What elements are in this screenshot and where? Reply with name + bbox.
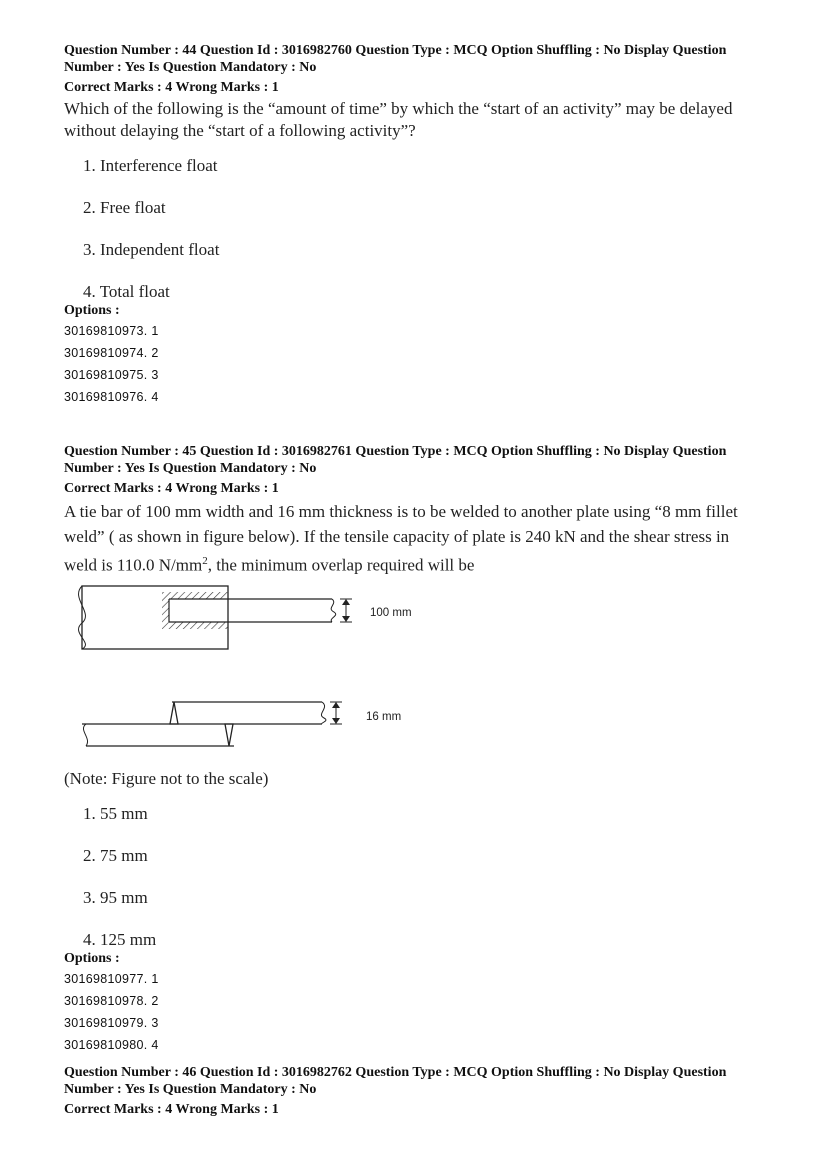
dim-arrow	[332, 702, 340, 708]
choice-item: 3. Independent float	[83, 240, 220, 259]
question-44	[64, 42, 764, 408]
weld-end	[162, 599, 169, 622]
option-id: 30169810976. 4	[64, 390, 159, 404]
question-46	[64, 1064, 764, 1118]
choice-list	[64, 156, 764, 302]
plate-break	[83, 724, 87, 746]
choice-item: 4. Total float	[83, 282, 170, 301]
dim-arrow	[342, 616, 350, 622]
question-text	[64, 499, 764, 578]
tie-bar-break	[331, 599, 336, 622]
option-id: 30169810980. 4	[64, 1037, 159, 1052]
weld-symbol-bottom	[225, 724, 233, 746]
question-45	[64, 443, 764, 1056]
option-id: 30169810974. 2	[64, 346, 159, 360]
weld-diagram	[64, 578, 764, 768]
option-id: 30169810973. 1	[64, 324, 159, 338]
choice-item: 1. Interference float	[83, 156, 218, 175]
question-text-main: A tie bar of 100 mm width and 16 mm thickness is to be welded to another plate using “8 mm fillet weld” ( as shown in figure below). If the tensile capacity of plate is 240 kN and the shear stress in weld is 110.0 N/mm	[64, 502, 738, 575]
question-marks: Correct Marks : 4 Wrong Marks : 1	[64, 1102, 279, 1117]
question-text-end: , the minimum overlap required will be	[207, 555, 475, 575]
label-thickness: 16 mm	[366, 710, 402, 723]
question-marks: Correct Marks : 4 Wrong Marks : 1	[64, 481, 279, 496]
option-id: 30169810979. 3	[64, 1015, 159, 1030]
label-width: 100 mm	[370, 606, 412, 619]
weld-top	[162, 592, 228, 599]
choice-item: 2. 75 mm	[83, 845, 148, 865]
option-id: 30169810977. 1	[64, 971, 159, 986]
tie-bar	[169, 599, 332, 622]
question-header: Question Number : 46 Question Id : 3016982762 Question Type : MCQ Option Shuffling : No Display Question Number : Yes Is Question Mandatory : No	[64, 1065, 727, 1097]
option-id: 30169810975. 3	[64, 368, 159, 382]
dim-arrow	[342, 599, 350, 605]
choice-item: 2. Free float	[83, 198, 166, 217]
weld-bottom	[162, 622, 228, 629]
question-text: Which of the following is the “amount of time” by which the “start of an activity” may be delayed without delaying the “start of a following activity”?	[64, 99, 733, 140]
dim-arrow	[332, 718, 340, 724]
choice-list	[64, 804, 764, 950]
superscript: 2	[202, 555, 208, 567]
choice-item: 4. 125 mm	[83, 929, 157, 949]
weld-figure	[64, 578, 764, 768]
bar-break	[321, 702, 326, 724]
question-header: Question Number : 44 Question Id : 3016982760 Question Type : MCQ Option Shuffling : No Display Question Number : Yes Is Question Mandatory : No	[64, 43, 727, 75]
choice-item: 1. 55 mm	[83, 803, 148, 823]
options-label: Options :	[64, 950, 120, 966]
figure-note: (Note: Figure not to the scale)	[64, 768, 269, 788]
question-header: Question Number : 45 Question Id : 3016982761 Question Type : MCQ Option Shuffling : No Display Question Number : Yes Is Question Mandatory : No	[64, 444, 727, 476]
options-label: Options :	[64, 303, 120, 318]
choice-item: 3. 95 mm	[83, 887, 148, 907]
question-marks: Correct Marks : 4 Wrong Marks : 1	[64, 80, 279, 95]
option-id: 30169810978. 2	[64, 993, 159, 1008]
weld-symbol-top	[170, 702, 178, 724]
